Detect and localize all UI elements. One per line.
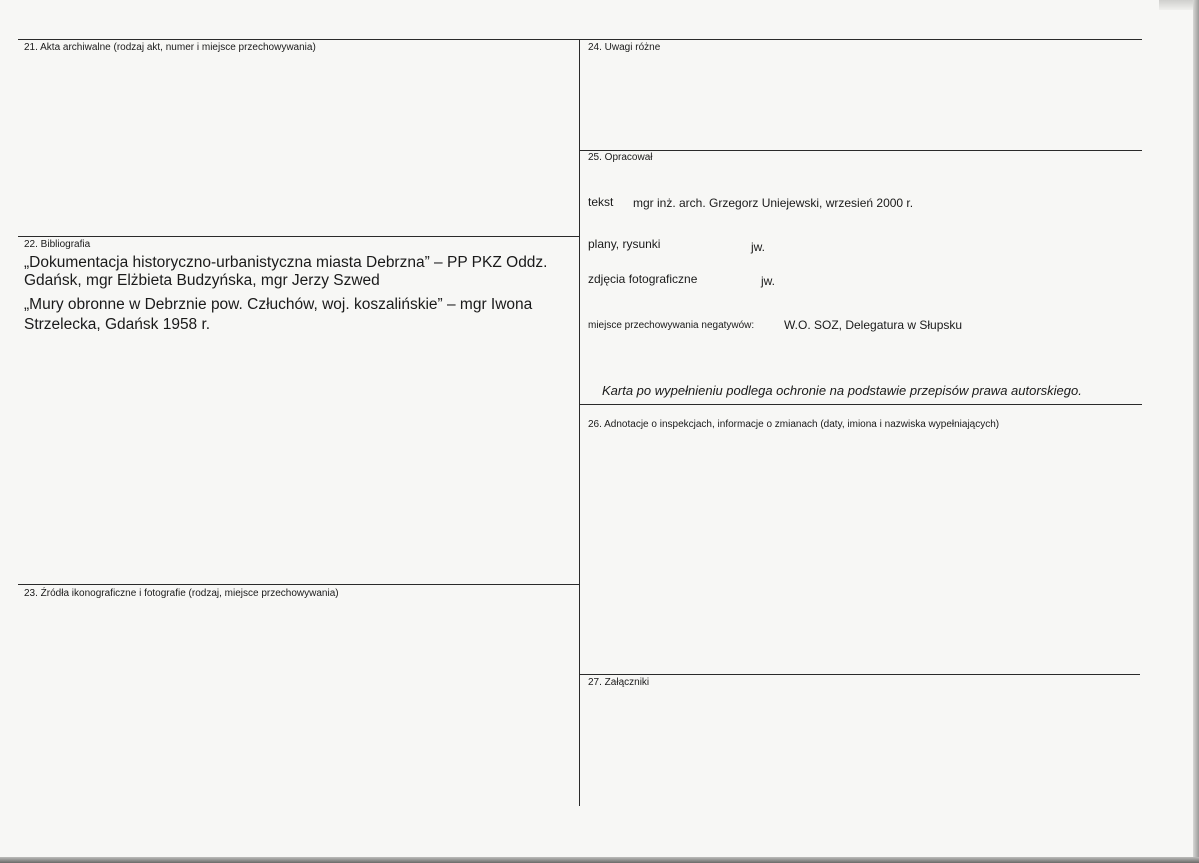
tekst-label: tekst bbox=[588, 195, 614, 209]
page-edge-bottom bbox=[0, 857, 1199, 863]
section-23-label: 23. Źródła ikonograficzne i fotografie (rodzaj, miejsce przechowywania) bbox=[24, 588, 339, 599]
rule-section-25 bbox=[579, 150, 1142, 151]
section-27-label: 27. Załączniki bbox=[588, 677, 650, 688]
negatywy-label: miejsce przechowywania negatywów: bbox=[588, 320, 755, 331]
zdjecia-label: zdjęcia fotograficzne bbox=[588, 272, 698, 286]
rule-section-27 bbox=[579, 674, 1140, 675]
copyright-note: Karta po wypełnieniu podlega ochronie na podstawie przepisów prawa autorskiego. bbox=[602, 383, 1082, 398]
section-25-label: 25. Opracował bbox=[588, 152, 653, 163]
bibliography-line: Strzelecka, Gdańsk 1958 r. bbox=[24, 316, 211, 333]
rule-section-23 bbox=[18, 584, 579, 585]
rule-top-right bbox=[579, 39, 1142, 40]
plany-label: plany, rysunki bbox=[588, 237, 661, 251]
zdjecia-value: jw. bbox=[761, 274, 776, 288]
bibliography-line: Gdańsk, mgr Elżbieta Budzyńska, mgr Jerzy Szwed bbox=[24, 272, 380, 289]
section-22-label: 22. Bibliografia bbox=[24, 239, 91, 250]
negatywy-value: W.O. SOZ, Delegatura w Słupsku bbox=[784, 318, 963, 332]
bibliography-line: „Mury obronne w Debrznie pow. Człuchów, woj. koszalińskie” – mgr Iwona bbox=[24, 296, 533, 313]
tekst-value: mgr inż. arch. Grzegorz Uniejewski, wrzesień 2000 r. bbox=[633, 196, 914, 210]
section-26-label: 26. Adnotacje o inspekcjach, informacje o zmianach (daty, imiona i nazwiska wypełniających) bbox=[588, 419, 1000, 430]
column-divider bbox=[579, 39, 580, 806]
rule-top-left bbox=[18, 39, 579, 40]
bibliography-line: „Dokumentacja historyczno-urbanistyczna miasta Debrzna” – PP PKZ Oddz. bbox=[24, 254, 548, 271]
rule-section-26 bbox=[579, 404, 1142, 405]
section-21-label: 21. Akta archiwalne (rodzaj akt, numer i miejsce przechowywania) bbox=[24, 42, 316, 53]
rule-section-22 bbox=[18, 236, 579, 237]
page-edge-right bbox=[1193, 0, 1199, 863]
plany-value: jw. bbox=[751, 240, 766, 254]
section-24-label: 24. Uwagi różne bbox=[588, 42, 661, 53]
